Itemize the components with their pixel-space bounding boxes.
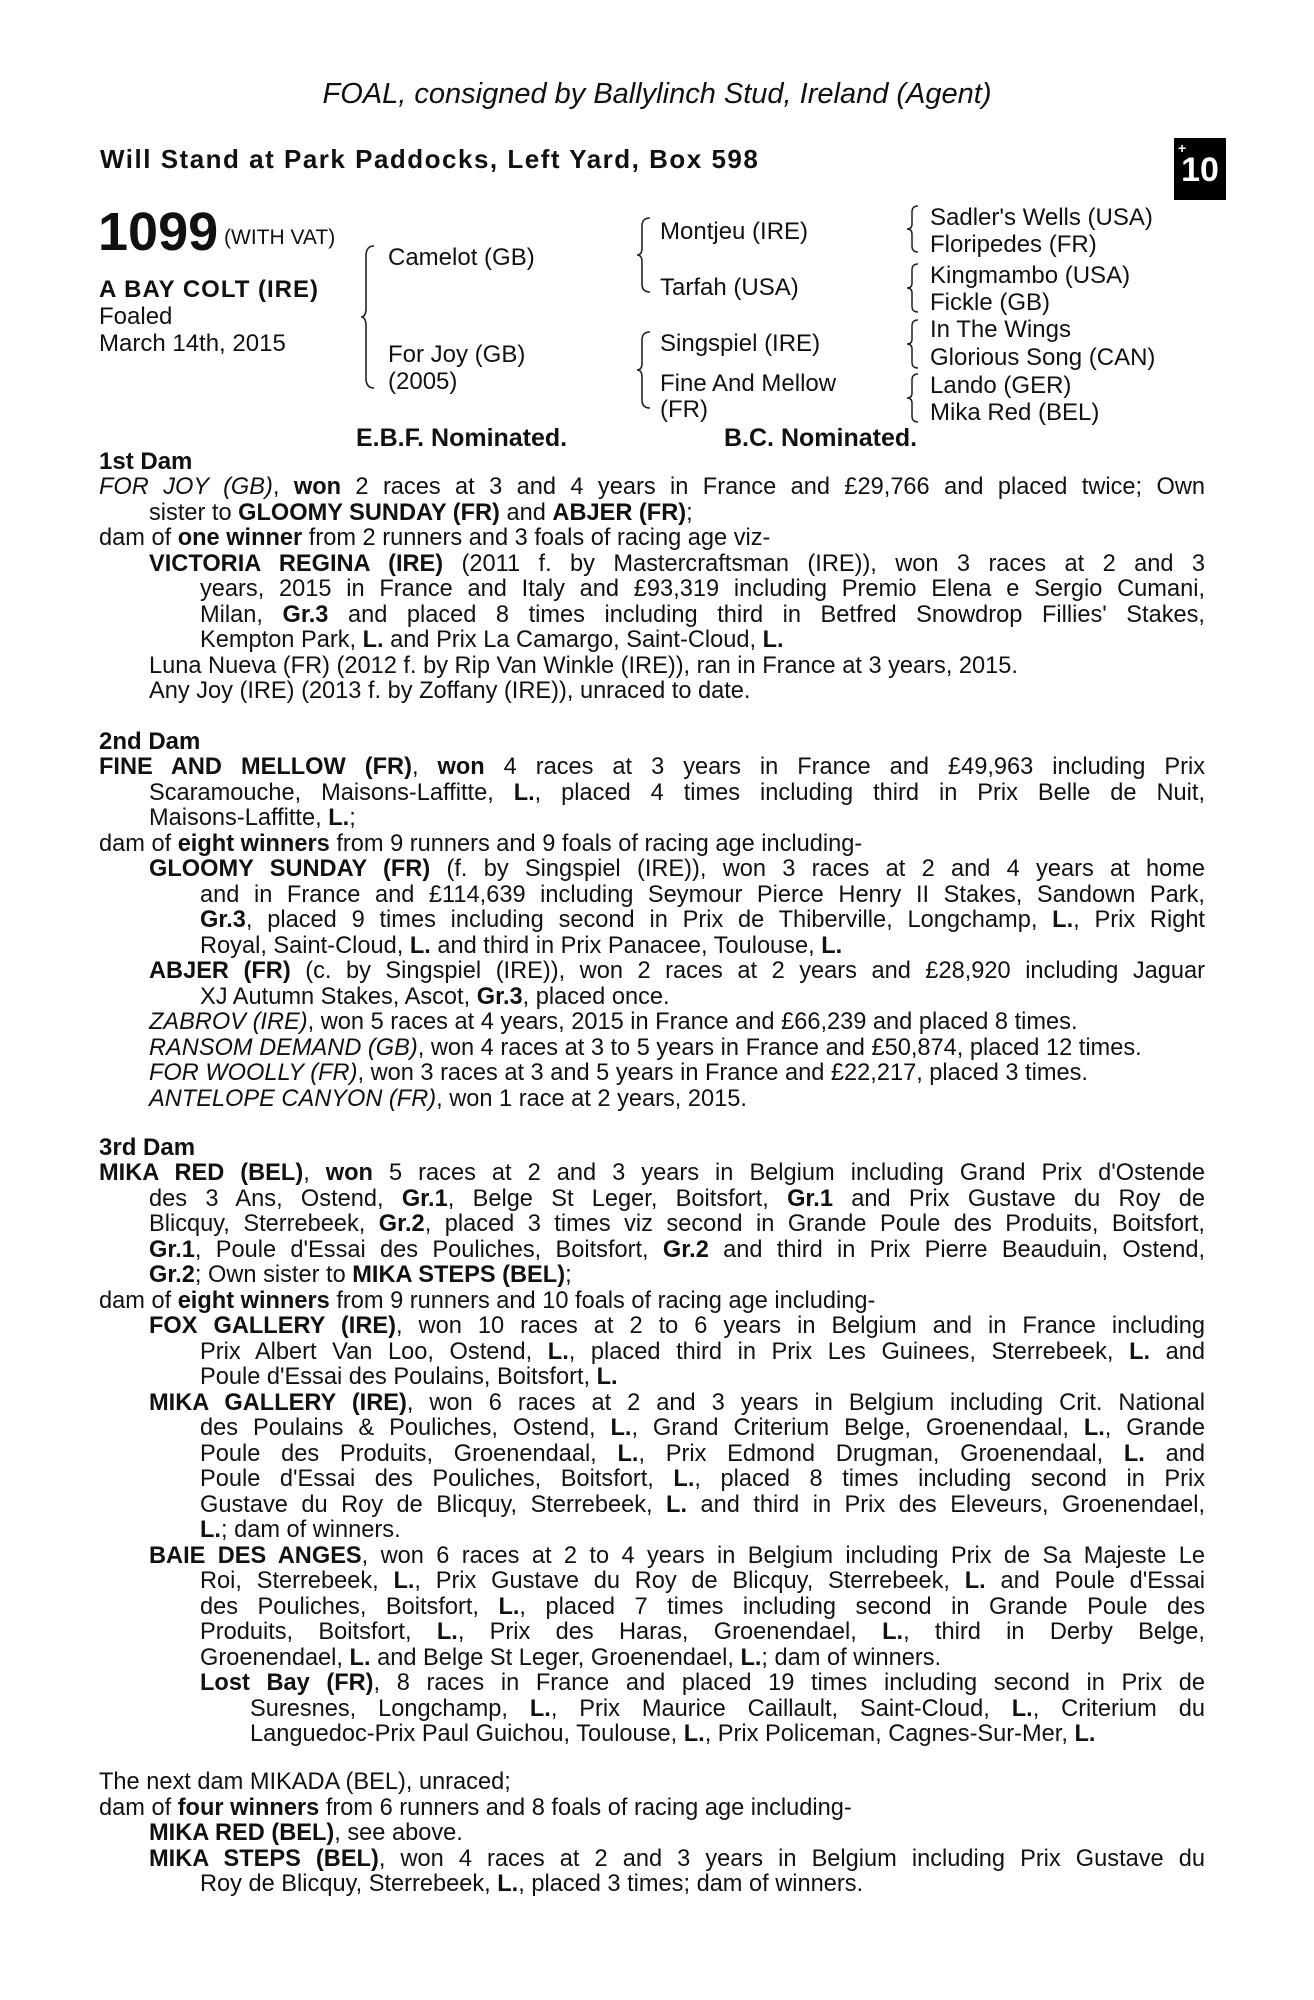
- gen3-7: Lando (GER): [930, 372, 1072, 399]
- text: , won 1 race at 2 years, 2015.: [436, 1085, 747, 1112]
- third-dam-heading: 3rd Dam: [99, 1134, 196, 1161]
- won: won: [293, 474, 342, 500]
- text: and Belge St Leger, Groenendael,: [370, 1644, 741, 1671]
- text-line: [99, 1238, 1205, 1264]
- horse-name: MIKA STEPS (BEL): [352, 1262, 566, 1288]
- text: Produits, Boitsfort,: [200, 1619, 437, 1645]
- text: , placed 9 times including second in Prix de Thiberville, Longchamp,: [245, 907, 1053, 933]
- text-line: [99, 755, 1205, 781]
- grade: L.: [617, 1440, 639, 1467]
- won: won: [437, 754, 485, 780]
- text: , Prix Gustave du Roy de Blicquy, Sterrebeek,: [414, 1568, 965, 1594]
- text: , placed 3 times viz second in Grande Poule des Produits, Boitsfort,: [424, 1211, 1205, 1237]
- horse-name: GLOOMY SUNDAY (FR): [149, 856, 431, 882]
- text-line: [99, 908, 1205, 934]
- text-line: [99, 552, 1205, 578]
- text-line: [99, 1314, 1205, 1340]
- text: Kempton Park,: [200, 627, 363, 653]
- text: Prix Albert Van Loo, Ostend,: [200, 1338, 548, 1365]
- brace-g4: [906, 372, 920, 424]
- text: from 2 runners and 3 foals of racing age viz-: [302, 525, 771, 551]
- next-dam-section: [99, 1770, 1205, 1898]
- gen3-4: Fickle (GB): [930, 289, 1050, 316]
- text-line: Luna Nueva (FR) (2012 f. by Rip Van Winkle (IRE)), ran in France at 3 years, 2015.: [149, 652, 1018, 679]
- grade: Gr.2: [149, 1262, 195, 1288]
- text: , won 5 races at 4 years, 2015 in France and £66,239 and placed 8 times.: [307, 1009, 1078, 1035]
- text-line: [99, 832, 1205, 858]
- text-line: [99, 1620, 1205, 1646]
- text: Royal, Saint-Cloud,: [200, 932, 410, 959]
- grade: Gr.3: [476, 983, 523, 1010]
- horse-name: RANSOM DEMAND (GB): [149, 1034, 418, 1061]
- text-line: [99, 628, 1205, 654]
- grade: L.: [1123, 1440, 1145, 1467]
- text-line: [99, 1847, 1205, 1873]
- horse-name: FOX GALLERY (IRE): [149, 1313, 396, 1339]
- vat-note: (WITH VAT): [224, 226, 336, 249]
- first-dam-section: [99, 449, 1205, 705]
- text: , Grand Criterium Belge, Groenendaal,: [631, 1415, 1084, 1441]
- text-line: [99, 1569, 1205, 1595]
- text-line: years, 2015 in France and Italy and £93,319 including Premio Elena e Sergio Cumani,: [200, 576, 1205, 602]
- text-line: [99, 1442, 1205, 1468]
- text: , Criterium du: [1032, 1695, 1205, 1722]
- gen3-8: Mika Red (BEL): [930, 399, 1100, 426]
- dam-year: (2005): [388, 368, 458, 395]
- text: from 6 runners and 8 foals of racing age including-: [319, 1794, 852, 1821]
- text: Maisons-Laffitte,: [149, 805, 329, 831]
- text-line: [99, 1087, 1205, 1113]
- text: , won 4 races at 3 to 5 years in France and £50,874, placed 12 times.: [417, 1034, 1142, 1061]
- text: Suresnes, Longchamp,: [250, 1695, 530, 1722]
- horse-name: ANTELOPE CANYON (FR): [149, 1085, 437, 1112]
- grade: L.: [882, 1619, 904, 1645]
- text-line: [99, 1061, 1205, 1087]
- sire-dam: Tarfah (USA): [660, 274, 799, 301]
- horse-name: BAIE DES ANGES: [149, 1542, 362, 1569]
- text: Poule d'Essai des Poulains, Boitsfort,: [200, 1364, 597, 1390]
- text-line: [99, 1646, 1205, 1672]
- grade: L.: [529, 1695, 551, 1722]
- horse-name: MIKA RED (BEL): [149, 1820, 335, 1846]
- text-line: [99, 603, 1205, 629]
- text: and: [1144, 1440, 1205, 1467]
- text: ; dam of winners.: [761, 1644, 942, 1671]
- text-line: [99, 1187, 1205, 1213]
- horse-name: ABJER (FR): [149, 958, 291, 984]
- grade: Gr.3: [200, 907, 246, 933]
- text: , placed 3 times; dam of winners.: [518, 1871, 864, 1897]
- grade: L.: [328, 805, 350, 831]
- gen3-1: Sadler's Wells (USA): [930, 204, 1153, 231]
- text: from 9 runners and 9 foals of racing age including-: [329, 830, 863, 857]
- text: Blicquy, Sterrebeek,: [149, 1211, 379, 1237]
- text-line: and in France and £114,639 including Seymour Pierce Henry II Stakes, Sandown Park,: [200, 881, 1205, 908]
- gen3-2: Floripedes (FR): [930, 231, 1097, 258]
- text-line: [99, 1518, 1205, 1544]
- text: , 8 races in France and placed 19 times including second in Prix de: [373, 1670, 1206, 1696]
- grade: L.: [1129, 1338, 1151, 1365]
- text: Roy de Blicquy, Sterrebeek,: [200, 1871, 498, 1897]
- text: , see above.: [334, 1820, 463, 1846]
- text-line: [99, 1796, 1205, 1822]
- text: , placed 7 times including second in Grande Poule des: [519, 1593, 1205, 1620]
- text: , won 3 races at 3 and 5 years in France and £22,217, placed 3 times.: [357, 1060, 1088, 1086]
- text: des Poulains & Pouliches, Ostend,: [200, 1415, 611, 1441]
- second-dam-section: [99, 729, 1205, 1112]
- text-line: [99, 1697, 1205, 1723]
- text: , placed 8 times including second in Prix: [694, 1466, 1205, 1492]
- grade: L.: [513, 779, 535, 806]
- brace-g2: [906, 262, 920, 314]
- grade: L.: [497, 1871, 519, 1897]
- text: Scaramouche, Maisons-Laffitte,: [149, 779, 514, 806]
- text-line: [99, 501, 1205, 527]
- text: , won 6 races at 2 to 4 years in Belgium including Prix de Sa Majeste Le: [361, 1542, 1205, 1569]
- text-line: [99, 1036, 1205, 1062]
- text: Groenendael,: [200, 1644, 350, 1671]
- grade: L.: [1011, 1695, 1033, 1722]
- sire-sire: Montjeu (IRE): [660, 218, 809, 245]
- dam-dam: Fine And Mellow: [660, 370, 837, 397]
- text: and Prix La Camargo, Saint-Cloud,: [383, 627, 763, 653]
- text-line: [99, 1821, 1205, 1847]
- won: won: [325, 1160, 373, 1186]
- text-line: [99, 1212, 1205, 1238]
- grade: L.: [409, 932, 431, 959]
- grade: L.: [498, 1593, 520, 1620]
- text: , won 10 races at 2 to 6 years in Belgium and in France including: [395, 1313, 1205, 1339]
- grade: L.: [762, 627, 784, 653]
- horse-name: MIKA STEPS (BEL): [149, 1845, 379, 1872]
- text: 2 races at 3 and 4 years in France and £29,766 and placed twice; Own: [341, 474, 1205, 500]
- grade: L.: [1052, 907, 1074, 933]
- foaled-label: Foaled: [99, 303, 173, 330]
- brace-g1: [906, 204, 920, 254]
- text-line: [99, 1263, 1205, 1289]
- horse-name: GLOOMY SUNDAY (FR): [238, 499, 500, 526]
- grade: L.: [666, 1491, 687, 1518]
- horse-name: MIKA RED (BEL): [99, 1160, 304, 1186]
- text-line: [99, 1391, 1205, 1417]
- text-line: [99, 1544, 1205, 1570]
- grade: L.: [610, 1415, 632, 1441]
- grade: Gr.1: [787, 1185, 833, 1212]
- text-line: [99, 934, 1205, 960]
- text: ;: [349, 805, 356, 831]
- text-line: [99, 985, 1205, 1011]
- text: , Prix des Haras, Groenendael,: [457, 1619, 883, 1645]
- text: , Prix Maurice Caillault, Saint-Cloud,: [550, 1695, 1012, 1722]
- text: 5 races at 2 and 3 years in Belgium including Grand Prix d'Ostende: [372, 1160, 1205, 1186]
- text: Poule d'Essai des Pouliches, Boitsfort,: [200, 1466, 674, 1492]
- horse-name: VICTORIA REGINA (IRE): [149, 550, 444, 577]
- winners-count: four winners: [177, 1794, 320, 1821]
- grade: Gr.2: [662, 1236, 709, 1263]
- winners-count: eight winners: [177, 1287, 330, 1314]
- dam-dam-origin: (FR): [660, 396, 708, 423]
- text: and Prix Gustave du Roy de: [832, 1185, 1205, 1212]
- grade: L.: [596, 1364, 618, 1390]
- text: and third in Prix Pierre Beauduin, Ostend,: [708, 1236, 1206, 1263]
- text: des 3 Ans, Ostend,: [149, 1185, 402, 1212]
- dam: For Joy (GB): [388, 341, 526, 368]
- text-line: [99, 1010, 1205, 1036]
- gen3-5: In The Wings: [930, 316, 1071, 343]
- grade: L.: [200, 1517, 221, 1543]
- grade: L.: [349, 1644, 371, 1671]
- pedigree-brace-main: [360, 244, 376, 390]
- horse-name: MIKA GALLERY (IRE): [149, 1389, 407, 1416]
- text-line: [99, 1872, 1205, 1898]
- horse-name: FOR WOOLLY (FR): [149, 1060, 358, 1086]
- text-line: [99, 1595, 1205, 1621]
- grade: L.: [1083, 1415, 1105, 1441]
- text: (f. by Singspiel (IRE)), won 3 races at 2 and 4 years at home: [430, 856, 1205, 882]
- text: dam of: [99, 525, 178, 551]
- pedigree-brace-dam: [636, 330, 652, 410]
- text: ,: [303, 1160, 326, 1186]
- grade: Gr.1: [149, 1236, 195, 1263]
- text-line: [99, 857, 1205, 883]
- text-line: [99, 526, 1205, 552]
- text: Gustave du Roy de Blicquy, Sterrebeek,: [200, 1491, 667, 1518]
- winners-count: one winner: [177, 525, 303, 551]
- badge-number: 10: [1181, 151, 1219, 189]
- text: , Belge St Leger, Boitsfort,: [447, 1185, 788, 1212]
- text: dam of: [99, 1794, 178, 1821]
- text: ,: [272, 474, 294, 500]
- text: , placed third in Prix Les Guinees, Sterrebeek,: [568, 1338, 1130, 1365]
- grade: L.: [683, 1721, 705, 1747]
- grade: Gr.1: [401, 1185, 448, 1212]
- text-line: [99, 475, 1205, 501]
- grade: Gr.3: [282, 601, 329, 628]
- text-line: [99, 1467, 1205, 1493]
- grade: L.: [964, 1568, 986, 1594]
- gen3-3: Kingmambo (USA): [930, 262, 1131, 289]
- text-line: [99, 781, 1205, 807]
- text: , Prix Edmond Drugman, Groenendaal,: [638, 1440, 1124, 1467]
- grade: L.: [436, 1619, 458, 1645]
- text: XJ Autumn Stakes, Ascot,: [200, 983, 477, 1010]
- sire: Camelot (GB): [388, 244, 535, 271]
- text: and placed 8 times including third in Betfred Snowdrop Fillies' Stakes,: [328, 601, 1205, 628]
- text: , Prix Policeman, Cagnes-Sur-Mer,: [704, 1721, 1075, 1747]
- text: , Prix Right: [1073, 907, 1205, 933]
- dam-name: FOR JOY (GB): [99, 474, 273, 500]
- text-line: [99, 806, 1205, 832]
- text: and: [1150, 1338, 1206, 1365]
- text-line: [99, 1289, 1205, 1315]
- text-line: Any Joy (IRE) (2013 f. by Zoffany (IRE)), unraced to date.: [149, 678, 751, 704]
- horse-name: ABJER (FR): [552, 499, 687, 526]
- horse-name: Lost Bay (FR): [200, 1670, 374, 1696]
- lot-number: 1099: [98, 202, 219, 262]
- horse-name: ZABROV (IRE): [149, 1009, 308, 1035]
- foaled-date: March 14th, 2015: [99, 330, 286, 357]
- text: , Poule d'Essai des Pouliches, Boitsfort,: [194, 1236, 663, 1263]
- text-line: [99, 1722, 1205, 1748]
- text: Milan,: [200, 601, 283, 628]
- lot-badge: [1174, 138, 1226, 200]
- horse-name: FINE AND MELLOW (FR): [99, 754, 412, 780]
- text: and third in Prix Panacee, Toulouse,: [430, 932, 822, 959]
- text: , placed once.: [522, 983, 670, 1010]
- text: , Grande: [1104, 1415, 1205, 1441]
- text-line: [99, 1493, 1205, 1519]
- ebf-nominated: E.B.F. Nominated.: [356, 424, 568, 452]
- grade: L.: [393, 1568, 415, 1594]
- pedigree-brace-sire: [636, 216, 652, 294]
- grade: L.: [362, 627, 384, 653]
- text: ; dam of winners.: [220, 1517, 401, 1543]
- text: sister to: [149, 499, 239, 526]
- winners-count: eight winners: [177, 830, 330, 857]
- first-dam-heading: 1st Dam: [99, 448, 193, 475]
- brace-g3: [906, 318, 920, 370]
- text-line: [99, 1671, 1205, 1697]
- text: from 9 runners and 10 foals of racing age including-: [329, 1287, 876, 1314]
- text: Poule des Produits, Groenendaal,: [200, 1440, 618, 1467]
- stand-location: Will Stand at Park Paddocks, Left Yard, Box 598: [100, 144, 760, 174]
- text: and: [499, 499, 553, 526]
- text-line: [99, 1340, 1205, 1366]
- text: 4 races at 3 years in France and £49,963 including Prix: [484, 754, 1205, 780]
- gen3-6: Glorious Song (CAN): [930, 344, 1156, 371]
- second-dam-heading: 2nd Dam: [99, 728, 201, 755]
- lot-title: A BAY COLT (IRE): [99, 276, 320, 303]
- text: , placed 4 times including third in Prix Belle de Nuit,: [534, 779, 1205, 806]
- text: ,: [411, 754, 438, 780]
- text: dam of: [99, 1287, 178, 1314]
- text: ;: [565, 1262, 572, 1288]
- bc-nominated: B.C. Nominated.: [724, 424, 918, 452]
- text-line: [99, 1365, 1205, 1391]
- text: dam of: [99, 830, 178, 857]
- text-line: The next dam MIKADA (BEL), unraced;: [99, 1769, 511, 1795]
- text-line: [99, 1161, 1205, 1187]
- text: , won 4 races at 2 and 3 years in Belgium including Prix Gustave du: [378, 1845, 1205, 1872]
- text: and Poule d'Essai: [985, 1568, 1205, 1594]
- grade: L.: [821, 932, 843, 959]
- text: Languedoc-Prix Paul Guichou, Toulouse,: [250, 1721, 684, 1747]
- text: ;: [686, 499, 693, 526]
- third-dam-section: [99, 1135, 1205, 1748]
- text: (c. by Singspiel (IRE)), won 2 races at 2 years and £28,920 including Jaguar: [290, 958, 1205, 984]
- text: Roi, Sterrebeek,: [200, 1568, 394, 1594]
- text: , won 6 races at 2 and 3 years in Belgium including Crit. National: [406, 1389, 1205, 1416]
- text: (2011 f. by Mastercraftsman (IRE)), won 3 races at 2 and 3: [443, 550, 1205, 577]
- grade: L.: [547, 1338, 569, 1365]
- badge-mark: +: [1178, 140, 1187, 156]
- text: des Pouliches, Boitsfort,: [200, 1593, 499, 1620]
- grade: L.: [1074, 1721, 1096, 1747]
- text: , third in Derby Belge,: [903, 1619, 1205, 1645]
- text: ; Own sister to: [194, 1262, 353, 1288]
- dam-sire: Singspiel (IRE): [660, 330, 821, 357]
- grade: L.: [673, 1466, 695, 1492]
- consignment-line: FOAL, consigned by Ballylinch Stud, Ireland (Agent): [322, 78, 992, 110]
- text-line: [99, 1416, 1205, 1442]
- grade: Gr.2: [378, 1211, 425, 1237]
- grade: L.: [740, 1644, 762, 1671]
- text: and third in Prix des Eleveurs, Groenendael,: [687, 1491, 1206, 1518]
- text-line: [99, 959, 1205, 985]
